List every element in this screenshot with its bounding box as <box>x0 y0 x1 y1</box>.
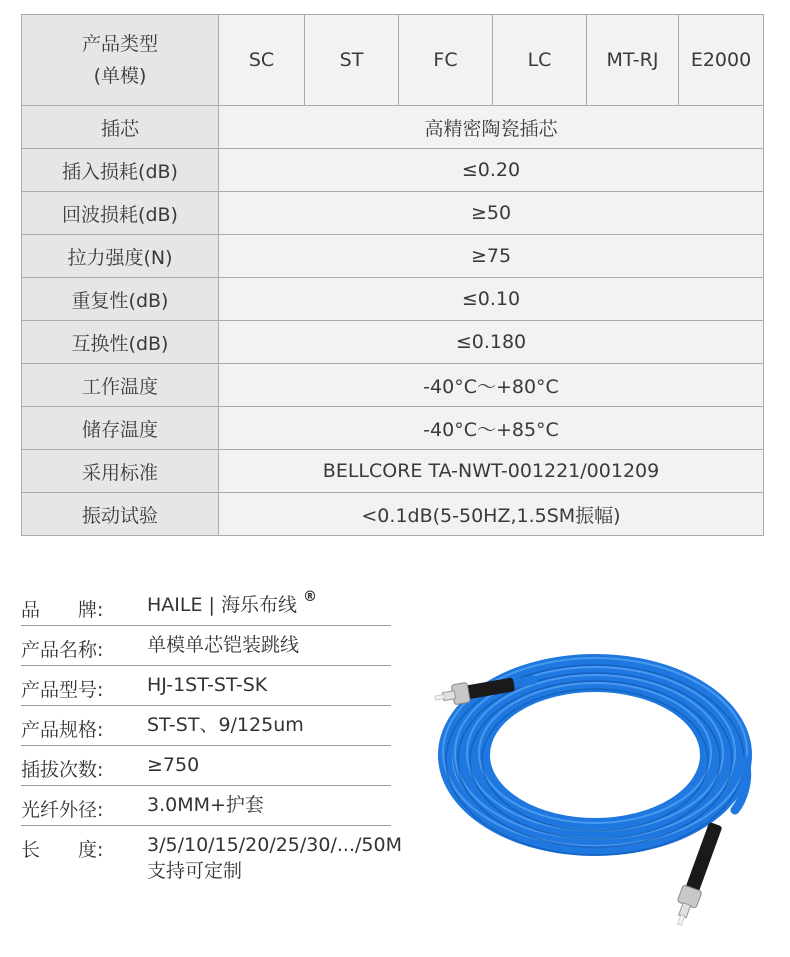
info-row-insertions <box>21 746 391 786</box>
spec-row <box>22 321 764 364</box>
spec-table <box>21 14 764 536</box>
info-value: ≥750 <box>147 754 200 776</box>
spec-label: 互换性(dB) <box>22 321 219 364</box>
info-key: 光纤外径: <box>21 799 104 821</box>
product-info-list <box>21 582 402 884</box>
type-sc: SC <box>219 15 305 106</box>
spec-value: 高精密陶瓷插芯 <box>219 106 764 149</box>
spec-row <box>22 450 764 493</box>
info-row-length <box>21 826 402 884</box>
info-value <box>147 832 402 884</box>
info-row-brand <box>21 582 391 626</box>
spec-value: ≤0.10 <box>219 278 764 321</box>
spec-value: BELLCORE TA-NWT-001221/001209 <box>219 450 764 493</box>
spec-label: 振动试验 <box>22 493 219 536</box>
spec-row <box>22 407 764 450</box>
spec-row <box>22 235 764 278</box>
type-fc: FC <box>399 15 493 106</box>
info-value <box>147 589 391 620</box>
info-key: 品 牌: <box>21 599 104 621</box>
spec-label: 采用标准 <box>22 450 219 493</box>
product-type-subline: (单模) <box>93 65 147 87</box>
registered-mark: ® <box>302 589 317 605</box>
info-row-name <box>21 626 391 666</box>
length-options: 3/5/10/15/20/25/30/.../50M <box>147 834 402 856</box>
spec-label: 插芯 <box>22 106 219 149</box>
spec-label: 插入损耗(dB) <box>22 149 219 192</box>
product-type-line: 产品类型 <box>81 33 158 55</box>
spec-row <box>22 364 764 407</box>
info-key: 产品规格: <box>21 719 104 741</box>
spec-row <box>22 278 764 321</box>
info-value: HJ-1ST-ST-SK <box>147 674 268 696</box>
spec-row <box>22 493 764 536</box>
fiber-patch-cable-image <box>405 650 780 950</box>
spec-value: -40°C～+85°C <box>219 407 764 450</box>
spec-value: ≤0.180 <box>219 321 764 364</box>
spec-label: 重复性(dB) <box>22 278 219 321</box>
spec-value: ≥50 <box>219 192 764 235</box>
spec-value: -40°C～+80°C <box>219 364 764 407</box>
spec-label: 回波损耗(dB) <box>22 192 219 235</box>
type-st: ST <box>305 15 399 106</box>
spec-label: 工作温度 <box>22 364 219 407</box>
spec-value: ≥75 <box>219 235 764 278</box>
info-key: 产品型号: <box>21 679 104 701</box>
type-mt-rj: MT-RJ <box>587 15 679 106</box>
spec-header-row <box>22 15 764 106</box>
spec-value: ≤0.20 <box>219 149 764 192</box>
spec-row <box>22 192 764 235</box>
info-value: 单模单芯铠装跳线 <box>147 634 300 656</box>
info-key: 长 度: <box>21 839 104 861</box>
info-key: 插拔次数: <box>21 759 104 781</box>
type-lc: LC <box>493 15 587 106</box>
length-custom-note: 支持可定制 <box>147 860 243 882</box>
type-e2000: E2000 <box>679 15 764 106</box>
info-row-model <box>21 666 391 706</box>
product-type-header <box>22 15 219 106</box>
spec-value: <0.1dB(5-50HZ,1.5SM振幅) <box>219 493 764 536</box>
info-key: 产品名称: <box>21 639 104 661</box>
spec-row <box>22 106 764 149</box>
info-row-spec <box>21 706 391 746</box>
info-value: ST-ST、9/125um <box>147 714 304 736</box>
spec-row <box>22 149 764 192</box>
info-row-diameter <box>21 786 391 826</box>
spec-label: 拉力强度(N) <box>22 235 219 278</box>
brand-value: HAILE | 海乐布线 <box>147 594 297 616</box>
info-value: 3.0MM+护套 <box>147 794 264 816</box>
spec-label: 储存温度 <box>22 407 219 450</box>
